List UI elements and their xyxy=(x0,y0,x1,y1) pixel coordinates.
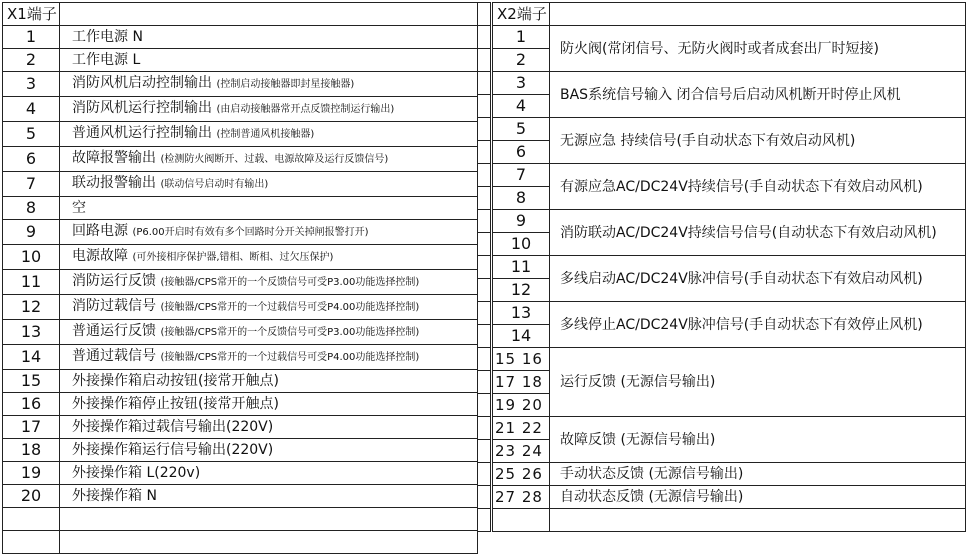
separator-row xyxy=(478,417,491,440)
x1-header-row xyxy=(3,3,478,26)
separator-row xyxy=(478,210,491,233)
x1-terminal-number: 4 xyxy=(3,97,60,122)
x1-terminal-label: 消防运行反馈 xyxy=(72,273,156,289)
x1-terminal-note: (控制普通风机接触器) xyxy=(216,129,315,140)
x1-terminal-label: 电源故障 xyxy=(72,248,128,264)
x1-terminal-note: (联动信号启动时有输出) xyxy=(160,179,269,190)
separator-row xyxy=(478,118,491,141)
separator-row xyxy=(478,141,491,164)
x1-terminal-number: 3 xyxy=(3,72,60,97)
separator-cell xyxy=(478,325,491,348)
x1-row xyxy=(3,345,478,370)
x2-terminal-description: 无源应急 持续信号(手自动状态下有效启动风机) xyxy=(550,118,966,164)
x2-terminal-number: 9 xyxy=(493,210,550,233)
x1-terminal-description xyxy=(60,26,478,49)
x2-row xyxy=(493,256,966,279)
x1-row xyxy=(3,122,478,147)
x1-terminal-number: 14 xyxy=(3,345,60,370)
x2-row xyxy=(493,417,966,440)
separator-cell xyxy=(478,95,491,118)
separator-row xyxy=(478,233,491,256)
x1-terminal-number: 20 xyxy=(3,485,60,508)
x1-row xyxy=(3,197,478,220)
x1-row xyxy=(3,370,478,393)
x1-row xyxy=(3,485,478,508)
x2-terminal-pair: 25 26 xyxy=(493,463,550,486)
x1-terminal-number: 10 xyxy=(3,245,60,270)
x2-terminal-number: 12 xyxy=(493,279,550,302)
separator-cell xyxy=(478,302,491,325)
x1-terminal-number: 12 xyxy=(3,295,60,320)
separator-row xyxy=(478,325,491,348)
separator-row xyxy=(478,394,491,417)
x2-row xyxy=(493,118,966,141)
x1-terminal-number: 11 xyxy=(3,270,60,295)
x2-terminal-number: 6 xyxy=(493,141,550,164)
x1-terminal-number: 19 xyxy=(3,462,60,485)
x1-terminal-note: (接触器/CPS常开的一个过载信号可受P4.00功能选择控制) xyxy=(160,352,420,363)
separator-row xyxy=(478,463,491,486)
x1-terminal-label: 消防风机启动控制输出 xyxy=(72,75,212,91)
x1-terminal-label: 工作电源 L xyxy=(72,52,141,68)
x1-terminal-note: (接触器/CPS常开的一个反馈信号可受P3.00功能选择控制) xyxy=(160,327,420,338)
separator-row xyxy=(478,95,491,118)
x1-terminal-note: (可外接相序保护器,错相、断相、过欠压保护) xyxy=(132,252,334,263)
x2-terminal-pair: 27 28 xyxy=(493,486,550,509)
separator-cell xyxy=(478,72,491,95)
x1-terminal-label: 外接操作箱 L(220v) xyxy=(72,465,201,481)
x1-terminal-label: 外接操作箱过载信号输出(220V) xyxy=(72,419,274,435)
separator-cell xyxy=(478,486,491,509)
separator-cell xyxy=(478,233,491,256)
separator-column xyxy=(477,2,491,530)
x1-terminal-label: 消防过载信号 xyxy=(72,298,156,314)
x1-row xyxy=(3,295,478,320)
x1-terminal-note: (接触器/CPS常开的一个过载信号可受P4.00功能选择控制) xyxy=(160,302,420,313)
x1-row xyxy=(3,220,478,245)
x1-terminal-number: 13 xyxy=(3,320,60,345)
x2-terminal-description: 消防联动AC/DC24V持续信号信号(自动状态下有效启动风机) xyxy=(550,210,966,256)
x2-terminal-number: 14 xyxy=(493,325,550,348)
x1-terminal-number: 2 xyxy=(3,49,60,72)
separator-row xyxy=(478,486,491,509)
x2-terminal-pair: 23 24 xyxy=(493,440,550,463)
x1-terminal-number: 8 xyxy=(3,197,60,220)
x2-row xyxy=(493,210,966,233)
x2-row xyxy=(493,26,966,49)
x2-header-row xyxy=(493,3,966,26)
x1-terminal-label: 回路电源 xyxy=(72,223,128,239)
separator-row xyxy=(478,440,491,463)
x1-terminal-description xyxy=(60,197,478,220)
x1-row xyxy=(3,147,478,172)
x1-terminal-note: (检测防火阀断开、过载、电源故障及运行反馈信号) xyxy=(160,154,389,165)
x2-title: X2端子 xyxy=(493,3,550,26)
separator-cell xyxy=(478,394,491,417)
x2-terminal-pair: 21 22 xyxy=(493,417,550,440)
x2-empty-row xyxy=(493,509,966,532)
x2-terminal-description: 自动状态反馈 (无源信号输出) xyxy=(550,486,966,509)
x1-terminal-number: 1 xyxy=(3,26,60,49)
x1-terminal-label: 故障报警输出 xyxy=(72,150,156,166)
x1-terminal-description xyxy=(60,462,478,485)
x1-terminal-label: 普通过载信号 xyxy=(72,348,156,364)
x1-terminal-label: 普通运行反馈 xyxy=(72,323,156,339)
x1-terminal-description xyxy=(60,439,478,462)
separator-cell xyxy=(478,463,491,486)
x1-terminal-description xyxy=(60,370,478,393)
x1-row xyxy=(3,49,478,72)
x1-title: X1端子 xyxy=(3,3,60,26)
x1-row xyxy=(3,172,478,197)
x1-terminal-description xyxy=(60,97,478,122)
x1-row xyxy=(3,439,478,462)
separator-cell xyxy=(478,49,491,72)
x1-terminal-description xyxy=(60,72,478,97)
separator-row xyxy=(478,49,491,72)
separator-cell xyxy=(478,210,491,233)
x2-terminal-number: 13 xyxy=(493,302,550,325)
separator-row xyxy=(478,509,491,532)
x2-terminal-description: 故障反馈 (无源信号输出) xyxy=(550,417,966,463)
x2-row xyxy=(493,164,966,187)
x1-terminal-label: 外接操作箱 N xyxy=(72,488,157,504)
separator-cell xyxy=(478,279,491,302)
x1-row xyxy=(3,26,478,49)
x1-terminal-label: 联动报警输出 xyxy=(72,175,156,191)
x2-terminal-number: 5 xyxy=(493,118,550,141)
x1-terminal-description xyxy=(60,122,478,147)
x1-terminal-note: (P6.00开启时有效有多个回路时分开关掉闸报警打开) xyxy=(132,227,369,238)
x2-terminal-number: 1 xyxy=(493,26,550,49)
separator-cell xyxy=(478,164,491,187)
separator-row xyxy=(478,164,491,187)
x1-terminal-label: 工作电源 N xyxy=(72,29,143,45)
x1-terminal-number: 9 xyxy=(3,220,60,245)
x2-row xyxy=(493,348,966,371)
x2-terminal-number: 11 xyxy=(493,256,550,279)
x1-terminal-label: 外接操作箱停止按钮(接常开触点) xyxy=(72,396,279,412)
x2-terminal-pair: 17 18 xyxy=(493,371,550,394)
x2-terminal-table xyxy=(492,2,966,532)
x1-row xyxy=(3,320,478,345)
x1-row xyxy=(3,245,478,270)
x1-terminal-number: 5 xyxy=(3,122,60,147)
x1-row xyxy=(3,97,478,122)
separator-cell xyxy=(478,440,491,463)
x2-terminal-description: 有源应急AC/DC24V持续信号(手自动状态下有效启动风机) xyxy=(550,164,966,210)
x2-terminal-number: 7 xyxy=(493,164,550,187)
x1-row xyxy=(3,462,478,485)
x1-terminal-label: 空 xyxy=(72,200,86,216)
x1-terminal-number: 6 xyxy=(3,147,60,172)
x2-terminal-description: 运行反馈 (无源信号输出) xyxy=(550,348,966,417)
x2-terminal-number: 2 xyxy=(493,49,550,72)
x2-row xyxy=(493,463,966,486)
x1-terminal-description xyxy=(60,393,478,416)
x1-terminal-description xyxy=(60,416,478,439)
x1-terminal-note: (由启动接触器常开点反馈控制运行输出) xyxy=(216,104,395,115)
x1-terminal-table xyxy=(2,2,478,554)
x1-terminal-number: 17 xyxy=(3,416,60,439)
x1-terminal-label: 消防风机运行控制输出 xyxy=(72,100,212,116)
separator-row xyxy=(478,302,491,325)
x2-row xyxy=(493,302,966,325)
x1-terminal-label: 普通风机运行控制输出 xyxy=(72,125,212,141)
x2-terminal-number: 3 xyxy=(493,72,550,95)
x1-terminal-description xyxy=(60,295,478,320)
separator-cell xyxy=(478,3,491,26)
x2-terminal-description: 手动状态反馈 (无源信号输出) xyxy=(550,463,966,486)
separator-row xyxy=(478,26,491,49)
separator-cell xyxy=(478,371,491,394)
x1-terminal-description xyxy=(60,147,478,172)
x1-terminal-label: 外接操作箱启动按钮(接常开触点) xyxy=(72,373,279,389)
x2-terminal-description: 多线停止AC/DC24V脉冲信号(手自动状态下有效停止风机) xyxy=(550,302,966,348)
x1-terminal-description xyxy=(60,485,478,508)
separator-cell xyxy=(478,509,491,532)
x1-terminal-number: 15 xyxy=(3,370,60,393)
separator-row xyxy=(478,279,491,302)
x1-terminal-description xyxy=(60,270,478,295)
separator-cell xyxy=(478,348,491,371)
x1-terminal-description xyxy=(60,245,478,270)
separator-row xyxy=(478,72,491,95)
x2-terminal-number: 10 xyxy=(493,233,550,256)
separator-cell xyxy=(478,118,491,141)
x2-terminal-number: 4 xyxy=(493,95,550,118)
x2-row xyxy=(493,72,966,95)
x1-row xyxy=(3,270,478,295)
x2-terminal-number: 8 xyxy=(493,187,550,210)
x1-terminal-description xyxy=(60,345,478,370)
separator-cell xyxy=(478,256,491,279)
separator-row xyxy=(478,348,491,371)
x2-terminal-description: 多线启动AC/DC24V脉冲信号(手自动状态下有效启动风机) xyxy=(550,256,966,302)
x1-terminal-description xyxy=(60,172,478,197)
separator-cell xyxy=(478,187,491,210)
x1-terminal-number: 16 xyxy=(3,393,60,416)
x1-row xyxy=(3,72,478,97)
x1-terminal-note: (控制启动接触器即封星接触器) xyxy=(216,79,355,90)
x1-terminal-note: (接触器/CPS常开的一个反馈信号可受P3.00功能选择控制) xyxy=(160,277,420,288)
x1-terminal-number: 7 xyxy=(3,172,60,197)
x1-terminal-label: 外接操作箱运行信号输出(220V) xyxy=(72,442,274,458)
separator-cell xyxy=(478,417,491,440)
x2-row xyxy=(493,486,966,509)
x2-terminal-pair: 15 16 xyxy=(493,348,550,371)
separator-row xyxy=(478,3,491,26)
separator-cell xyxy=(478,141,491,164)
separator-row xyxy=(478,187,491,210)
x2-terminal-description: 防火阀(常闭信号、无防火阀时或者成套出厂时短接) xyxy=(550,26,966,72)
separator-row xyxy=(478,256,491,279)
x1-terminal-number: 18 xyxy=(3,439,60,462)
x2-terminal-description: BAS系统信号输入 闭合信号后启动风机断开时停止风机 xyxy=(550,72,966,118)
separator-cell xyxy=(478,26,491,49)
x1-terminal-description xyxy=(60,220,478,245)
x2-terminal-pair: 19 20 xyxy=(493,394,550,417)
separator-row xyxy=(478,371,491,394)
x1-terminal-description xyxy=(60,49,478,72)
x1-row xyxy=(3,416,478,439)
x1-empty-row xyxy=(3,508,478,531)
x1-row xyxy=(3,393,478,416)
x1-terminal-description xyxy=(60,320,478,345)
